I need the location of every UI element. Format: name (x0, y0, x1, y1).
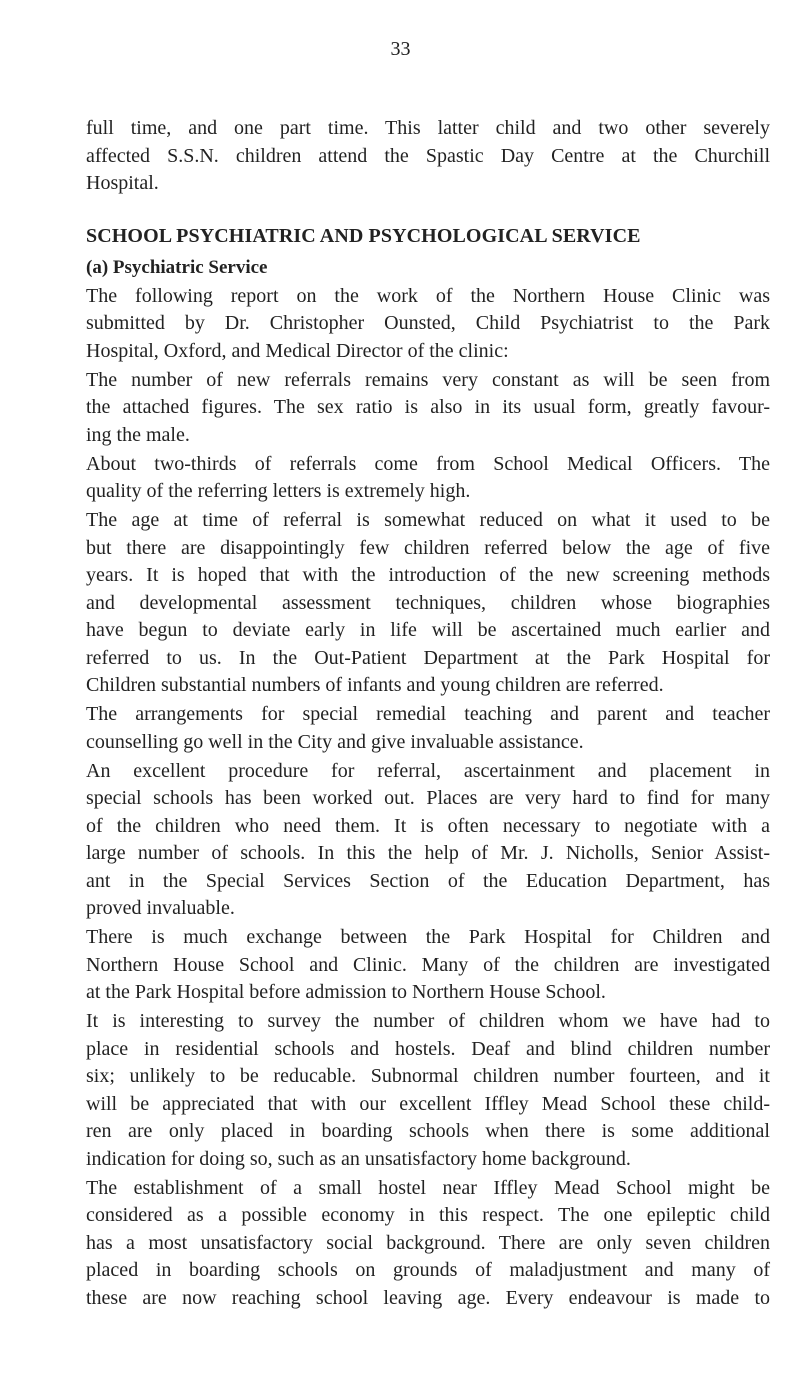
intro-paragraph (86, 115, 770, 198)
section-heading: SCHOOL PSYCHIATRIC AND PSYCHOLOGICAL SERVICE (86, 224, 641, 247)
text-line: referred to us. In the Out-Patient Department at the Park Hospital for (86, 646, 770, 669)
paragraph (86, 701, 770, 756)
text-line: have begun to deviate early in life will be ascertained much earlier and (86, 619, 770, 641)
text-line: has a most unsatisfactory social background. There are only seven children (86, 1231, 770, 1254)
text-line: An excellent procedure for referral, ascertainment and placement in (86, 759, 770, 782)
text-line: The following report on the work of the Northern House Clinic was (86, 284, 770, 307)
text-line: years. It is hoped that with the introduction of the new screening methods (86, 564, 770, 586)
text-line: affected S.S.N. children attend the Spastic Day Centre at the Churchill (86, 144, 770, 167)
text-line: large number of schools. In this the help of Mr. J. Nicholls, Senior Assist- (86, 842, 770, 864)
paragraph (86, 507, 770, 700)
subsection-heading: (a) Psychiatric Service (86, 257, 268, 278)
text-line: The number of new referrals remains very constant as will be seen from (86, 368, 770, 391)
text-line: of the children who need them. It is often necessary to negotiate with a (86, 814, 770, 837)
text-line: Northern House School and Clinic. Many of the children are investigated (86, 953, 770, 976)
paragraph (86, 924, 770, 1007)
text-line: indication for doing so, such as an unsatisfactory home background. (86, 1147, 631, 1170)
text-line: and developmental assessment techniques, children whose biographies (86, 591, 770, 614)
document-body (86, 115, 770, 1314)
text-line: but there are disappointingly few children referred below the age of five (86, 536, 770, 559)
text-line: ant in the Special Services Section of the Education Department, has (86, 869, 770, 892)
text-line: Hospital, Oxford, and Medical Director of the clinic: (86, 339, 509, 362)
text-line: submitted by Dr. Christopher Ounsted, Child Psychiatrist to the Park (86, 312, 770, 334)
text-line: Children substantial numbers of infants and young children are referred. (86, 674, 664, 696)
text-line: six; unlikely to be reducable. Subnormal children number fourteen, and it (86, 1065, 770, 1087)
paragraph (86, 367, 770, 450)
text-line: full time, and one part time. This latter child and two other severely (86, 117, 770, 139)
text-line: Hospital. (86, 172, 159, 194)
paragraph (86, 283, 770, 366)
text-line: About two-thirds of referrals come from School Medical Officers. The (86, 452, 770, 475)
text-line: ing the male. (86, 423, 190, 446)
text-line: considered as a possible economy in this respect. The one epileptic child (86, 1204, 770, 1226)
text-line: place in residential schools and hostels. Deaf and blind children number (86, 1037, 770, 1060)
text-line: will be appreciated that with our excellent Iffley Mead School these child- (86, 1092, 770, 1115)
paragraph (86, 451, 770, 506)
text-line: proved invaluable. (86, 897, 235, 919)
text-line: the attached figures. The sex ratio is also in its usual form, greatly favour- (86, 396, 770, 418)
page-number: 33 (390, 38, 411, 60)
text-line: The age at time of referral is somewhat reduced on what it used to be (86, 509, 770, 531)
text-line: these are now reaching school leaving age. Every endeavour is made to (86, 1286, 770, 1309)
paragraph (86, 758, 770, 923)
text-line: The arrangements for special remedial teaching and parent and teacher (86, 703, 770, 725)
text-line: It is interesting to survey the number of children whom we have had to (86, 1010, 770, 1032)
text-line: at the Park Hospital before admission to Northern House School. (86, 981, 606, 1003)
text-line: special schools has been worked out. Places are very hard to find for many (86, 787, 770, 809)
paragraphs (86, 283, 770, 1313)
paragraph (86, 1175, 770, 1313)
text-line: There is much exchange between the Park Hospital for Children and (86, 926, 770, 948)
text-line: ren are only placed in boarding schools when there is some additional (86, 1120, 770, 1142)
text-line: The establishment of a small hostel near Iffley Mead School might be (86, 1176, 770, 1199)
paragraph (86, 1008, 770, 1173)
text-line: placed in boarding schools on grounds of maladjustment and many of (86, 1259, 770, 1281)
text-line: quality of the referring letters is extremely high. (86, 480, 471, 502)
text-line: counselling go well in the City and give invaluable assistance. (86, 730, 584, 753)
